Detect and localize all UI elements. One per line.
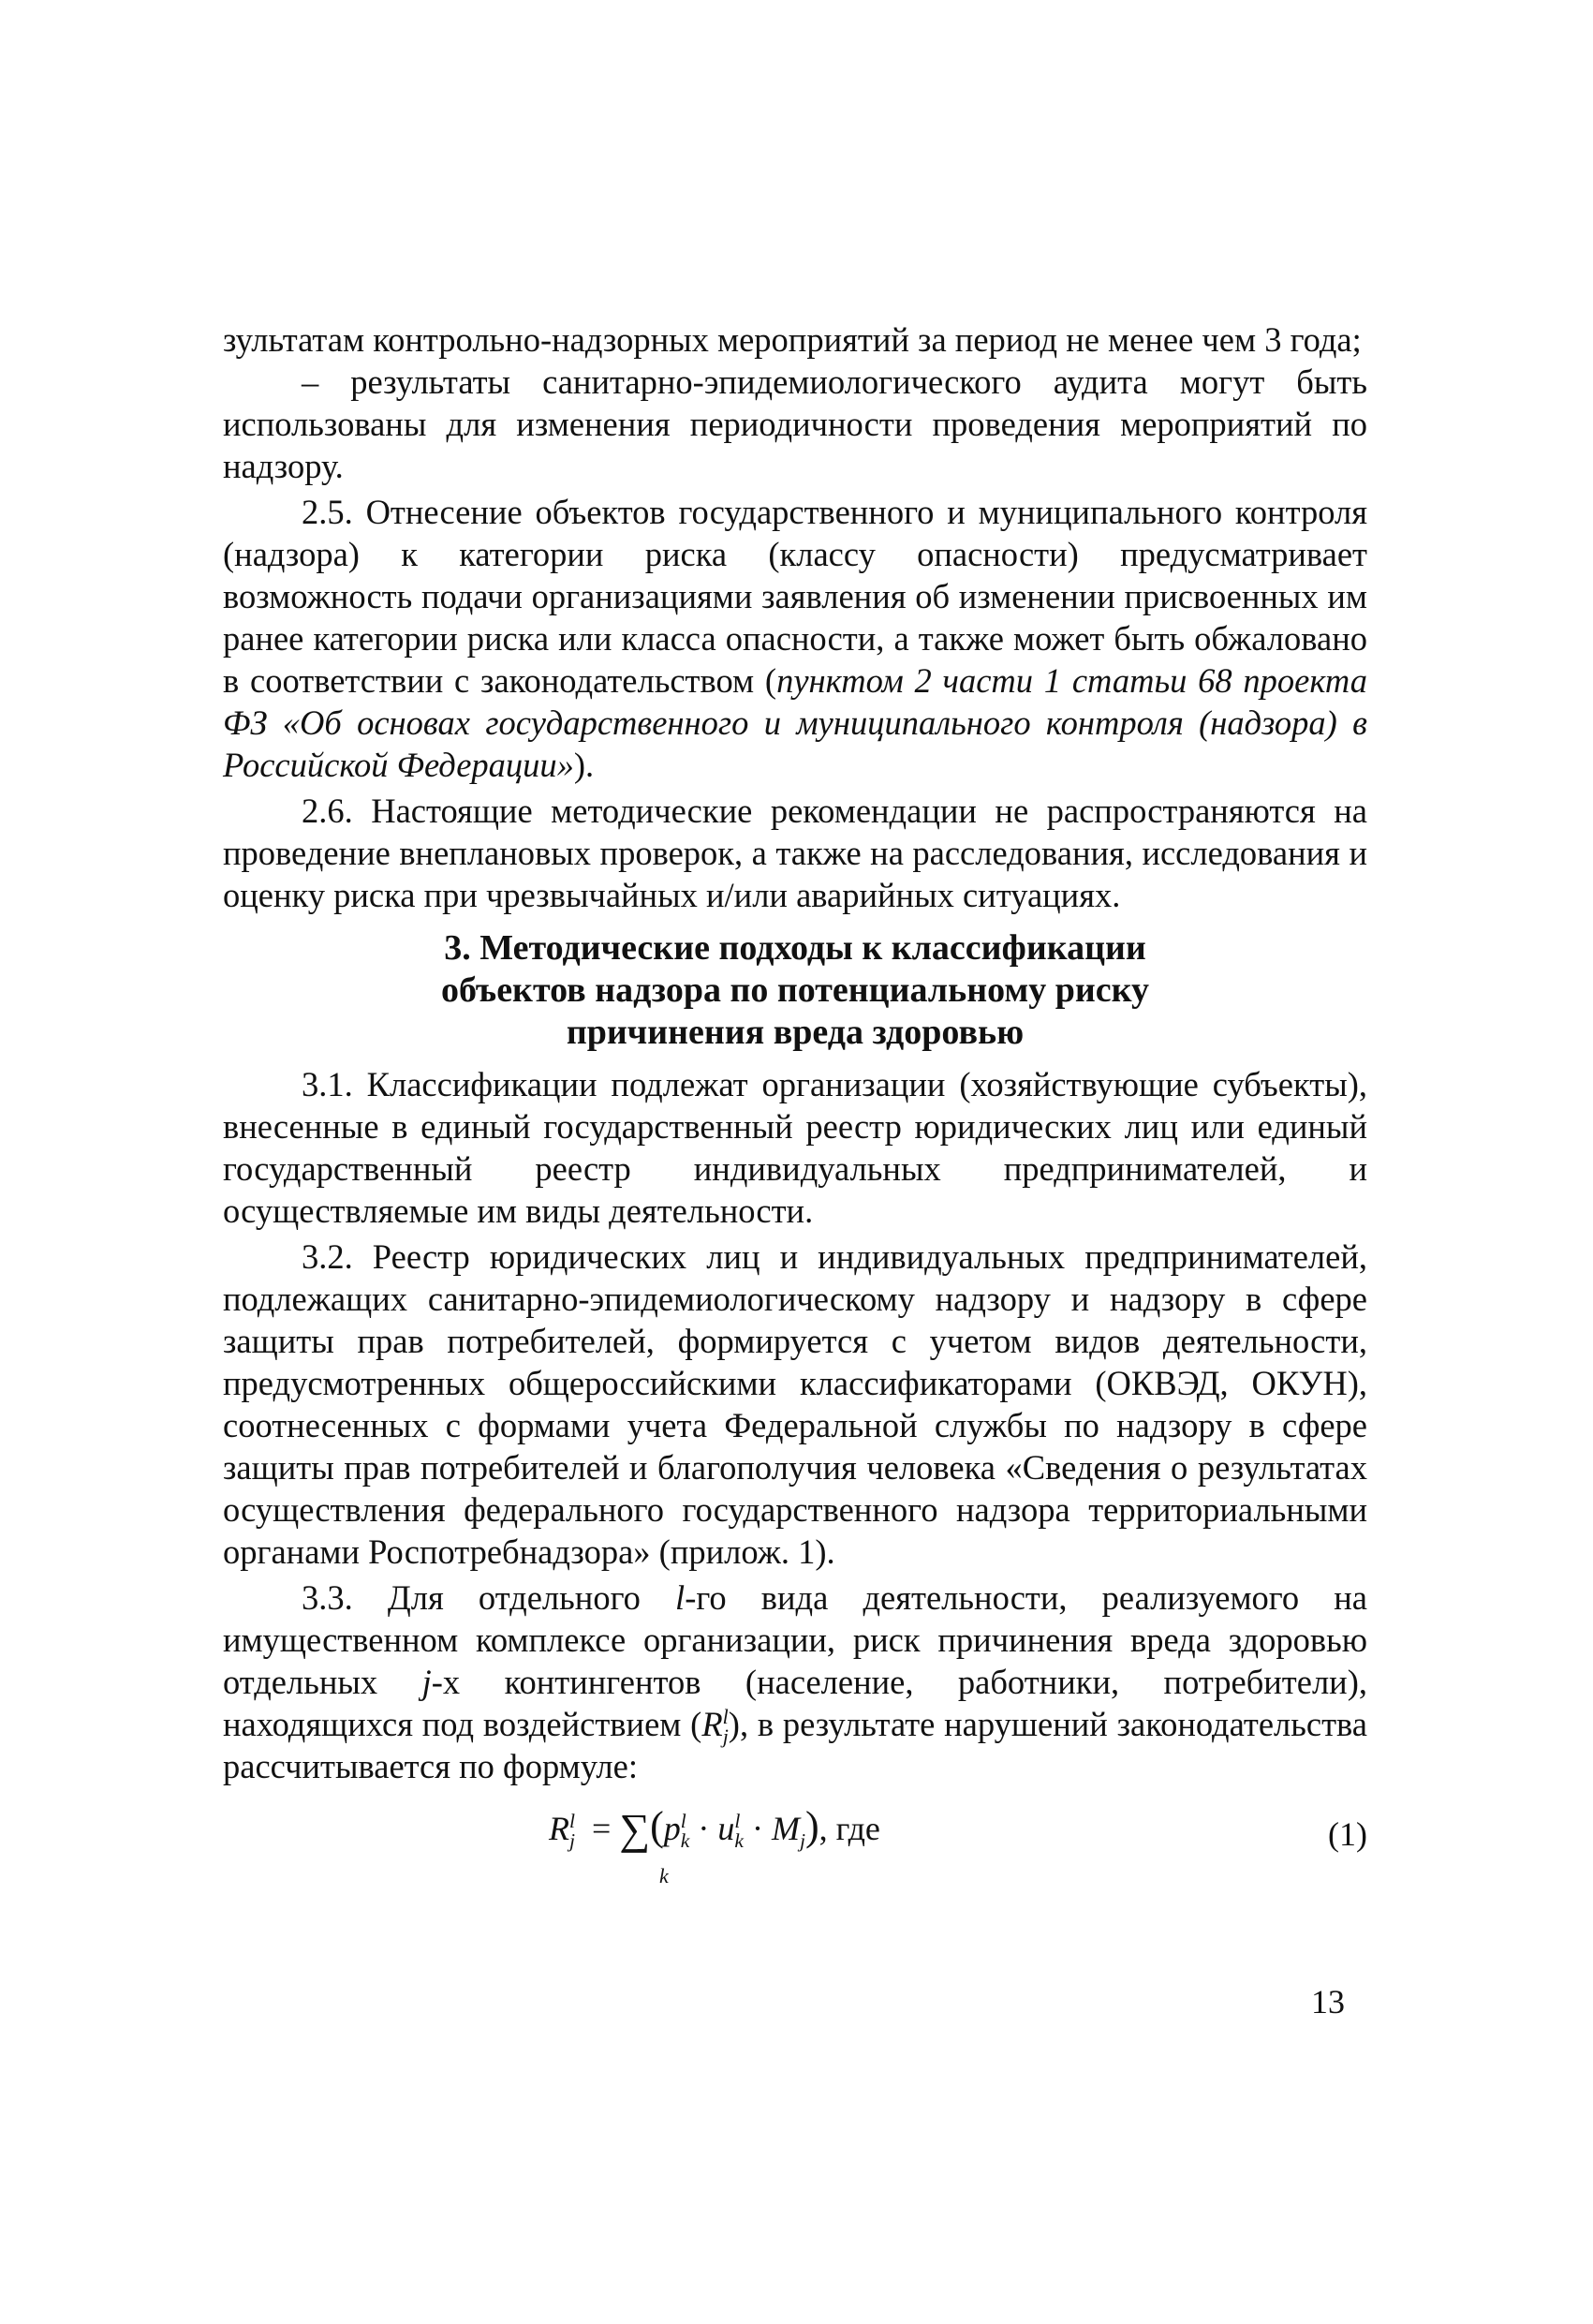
heading-line-2: объектов надзора по потенциальному риску [440,970,1150,1010]
paragraph-2-6: 2.6. Настоящие методические рекомендации не распространяются на проведение внеплановых проверок, а также на расследования, исследования и оценку риска при чрезвычайных и/или аварийных ситуациях. [223,792,1367,914]
section-3-heading [223,927,1367,1054]
paragraph-3-2: 3.2. Реестр юридических лиц и индивидуальных предпринимателей, подлежащих санитарно-эпидемиологическому надзору и надзору в сфере защиты прав потребителей, формируется с учетом видов деятельности, предусмотренных общероссийскими классификаторами (ОКВЭД, ОКУН), соотнесенных с формами учета Федеральной службы по надзору в сфере защиты прав потребителей и благополучия человека «Сведения о результатах осуществления федерального государственного надзора территориальными органами Роспотребнадзора» (прилож. 1). [223,1237,1367,1571]
paragraph-3-3-a: 3.3. Для отдельного [302,1578,676,1617]
page-number: 13 [1311,1983,1345,2021]
paragraph-2-5 [223,491,1367,786]
paragraph-3-3-d: ), в результате нарушений законодательства рассчитывается по формуле: [223,1705,1367,1785]
formula-1: $R^l_j$ = ∑ k $(p^l_k \cdot u^l_k \cdot M_j)$, где [549,1803,880,1887]
paragraph-2-5-citation: пунктом 2 части 1 статьи 68 проекта ФЗ «Об основах государственного и муниципального контроля (надзора) в Российской Федерации» [223,661,1367,784]
paragraph-audit: – результаты санитарно-эпидемиологического аудита могут быть использованы для изменения периодичности проведения мероприятий по надзору. [223,363,1367,485]
heading-line-3: причинения вреда здоровью [566,1013,1025,1052]
paragraph-3-1: 3.1. Классификации подлежат организации (хозяйствующие субъекты), внесенные в единый государственный реестр юридических лиц или единый государственный реестр индивидуальных предпринимателей, и осуществляемые им виды деятельности. [223,1065,1367,1230]
inline-risk-symbol: $R^l_j$ [701,1704,729,1749]
paragraph-3-3 [223,1576,1367,1787]
paragraph-3-3-b: -го вида деятельности, реализуемого на имущественном комплексе организации, риск причинения вреда здоровью отдельных [223,1578,1367,1701]
sum-symbol: ∑ [619,1805,651,1853]
paragraph-3-3-c: -х контингентов (население, работники, потребители), находящихся под воздействием ( [223,1663,1367,1743]
paragraph-2-5-text: 2.5. Отнесение объектов государственного и муниципального контроля (надзора) к категории риска (классу опасности) предусматривает возможность подачи организациями заявления об изменении присвоенных им ранее категории риска или класса опасности, а также может быть обжаловано в соответствии с законодательством ( [223,493,1367,700]
paragraph-2-5-end: ). [573,746,595,784]
formula-row [223,1803,1367,1887]
formula-number: (1) [1328,1815,1367,1853]
body-text [223,318,1367,1887]
paragraph-continuation: зультатам контрольно-надзорных мероприятий за период не менее чем 3 года; [223,320,1362,359]
variable-l: l [675,1578,686,1617]
heading-line-1: 3. Методические подходы к классификации [444,928,1146,968]
variable-j: j [421,1663,432,1701]
